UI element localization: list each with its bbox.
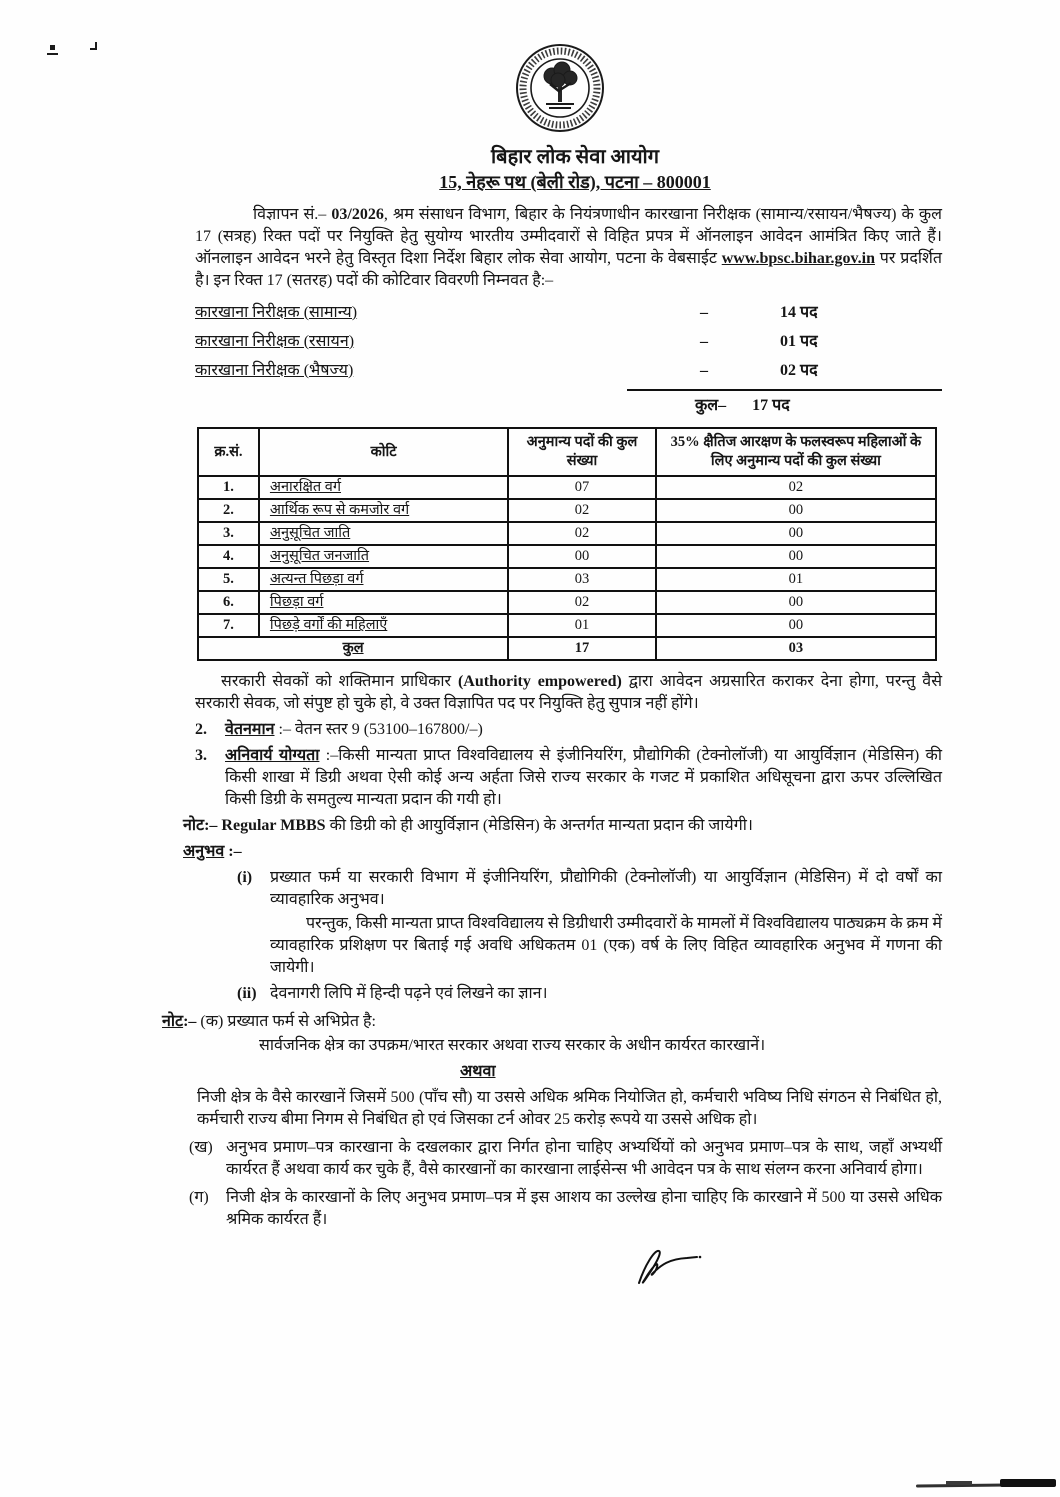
col-total-posts: अनुमान्य पदों की कुल संख्या [508, 428, 656, 476]
authority-empowered-en: (Authority empowered) [457, 673, 622, 690]
private-factory-definition: निजी क्षेत्र के वैसे कारखानें जिसमें 500 (पाँच सौ) या उससे अधिक श्रमिक नियोजित हो, कर्मचारी भविष्य निधि संगठन से निबंधित हो, कर्मचारी राज्य बीमा निगम से निबंधित हो एवं जिसका टर्न ओवर 25 करोड़ रूपये या उससे अधिक हो। [197, 1089, 942, 1128]
table-row: 6. पिछड़ा वर्ग 02 00 [198, 591, 936, 614]
experience-proviso: परन्तुक, किसी मान्यता प्राप्त विश्वविद्यालय से डिग्रीधारी उम्मीदवारों के मामलों में विश्वविद्यालय पाठ्यक्रम के क्रम में व्यावहारिक प्रशिक्षण पर बिताई गई अवधि अधिकतम 01 (एक) वर्ष के लिए विहित व्यावहारिक अनुभव में गणना की जायेगी। [270, 915, 942, 976]
scan-artifact-dot [50, 45, 55, 50]
scan-smudge [946, 1481, 972, 1485]
note-ga: (ग) निजी क्षेत्र के कारखानों के लिए अनुभव प्रमाण–पत्र में इस आशय का उल्लेख होना चाहिए कि कारखाने में 500 या उससे अधिक श्रमिक कार्यरत हैं। [189, 1189, 942, 1228]
or-word: अथवा [460, 1063, 496, 1080]
table-row: 3. अनुसूचित जाति 02 00 [198, 522, 936, 545]
notification-body [0, 194, 1060, 1296]
table-row: 7. पिछड़े वर्गों की महिलाएँ 01 00 [198, 614, 936, 637]
col-women-posts: 35% क्षैतिज आरक्षण के फलस्वरूप महिलाओं के लिए अनुमान्य पदों की कुल संख्या [656, 428, 936, 476]
table-total-row: कुल 17 03 [198, 637, 936, 660]
note-ka-definition: सार्वजनिक क्षेत्र का उपक्रम/भारत सरकार अथवा राज्य सरकार के अधीन कार्यरत कारखानें। [259, 1037, 766, 1054]
scan-smudge [1000, 1479, 1056, 1487]
experience-item-i: (i) प्रख्यात फर्म या सरकारी विभाग में इंजीनियरिंग, प्रौद्योगिकी (टेक्नोलॉजी) या आयुर्विज्ञान (मेडिसिन) में दो वर्षों का व्यावहारिक अनुभव। [237, 869, 942, 908]
post-count-list [195, 298, 942, 417]
post-row-pharmacy: कारखाना निरीक्षक (भैषज्य) – 02 पद [195, 361, 818, 379]
table-row: 1. अनारक्षित वर्ग 07 02 [198, 476, 936, 499]
website-link[interactable]: www.bpsc.bihar.gov.in [721, 250, 875, 267]
experience-item-ii: (ii) देवनागरी लिपि में हिन्दी पढ़ने एवं लिखने का ज्ञान। [237, 985, 548, 1002]
post-row-chemistry: कारखाना निरीक्षक (रसायन) – 01 पद [195, 332, 818, 350]
post-row-general: कारखाना निरीक्षक (सामान्य) – 14 पद [195, 303, 818, 321]
pay-scale-label: वेतनमान [225, 721, 275, 738]
table-row: 5. अत्यन्त पिछड़ा वर्ग 03 01 [198, 568, 936, 591]
advert-number: 03/2026 [331, 206, 384, 223]
regular-mbbs-en: Regular MBBS [221, 817, 326, 834]
experience-heading: अनुभव :– [183, 843, 242, 860]
col-serial: क्र.सं. [198, 428, 259, 476]
scan-artifact-underline [47, 53, 58, 55]
table-row: 4. अनुसूचित जनजाति 00 00 [198, 545, 936, 568]
item-qualification: 3. अनिवार्य योग्यता :–किसी मान्यता प्राप्त विश्वविद्यालय से इंजीनियरिंग, प्रौद्योगिकी (टेक्नोलॉजी) या आयुर्विज्ञान (मेडिसिन) की किसी शाखा में डिग्री अथवा ऐसी कोई अन्य अर्हता जिसे राज्य सरकार के गजट में प्रकाशित अधिसूचना द्वारा ऊपर उल्लिखित किसी डिग्री के समतुल्य मान्यता प्रदान की गयी हो। [195, 747, 942, 808]
authority-note: सरकारी सेवकों को शक्तिमान प्राधिकार (Authority empowered) द्वारा आवेदन अग्रसारित कराकर देना होगा, परन्तु वैसे सरकारी सेवक, जो संपुष्ट हो चुके हो, वे उक्त विज्ञापित पद पर नियुक्ति हेतु सुपात्र नहीं होंगे। [195, 673, 943, 712]
note-kha: (ख) अनुभव प्रमाण–पत्र कारखाना के दखलकार द्वारा निर्गत होना चाहिए अभ्यर्थियों को अनुभव प्रमाण–पत्र के साथ, जहाँ अभ्यर्थी कार्यरत हैं अथवा कार्य कर चुके हैं, वैसे कारखानों का कारखाना लाईसेन्स भी आवेदन पत्र के साथ संलग्न करना अनिवार्य होगा। [189, 1139, 942, 1178]
bpsc-seal-icon [514, 42, 606, 141]
org-address: 15, नेहरू पथ (बेली रोड), पटना – 800001 [439, 172, 711, 192]
item-pay-scale: 2. वेतनमान :– वेतन स्तर 9 (53100–167800/–) [195, 721, 483, 738]
seal-tree [544, 62, 577, 108]
intro-paragraph: विज्ञापन सं.– 03/2026, श्रम संसाधन विभाग, बिहार के नियंत्रणाधीन कारखाना निरीक्षक (सामान्य/रसायन/भैषज्य) के कुल 17 (सत्रह) रिक्त पदों पर नियुक्ति हेतु सुयोग्य भारतीय उम्मीदवारों से विहित प्रपत्र में ऑनलाइन आवेदन आमंत्रित किए जाते हैं। ऑनलाइन आवेदन भरने हेतु विस्तृत दिशा निर्देश बिहार लोक सेवा आयोग, पटना के वेबसाईट www.bpsc.bihar.gov.in पर प्रदर्शित है। इन रिक्त 17 (सतरह) पदों की कोटिवार विवरणी निम्नवत है:– [195, 206, 942, 289]
qualification-label: अनिवार्य योग्यता [225, 747, 320, 764]
table-row: 2. आर्थिक रूप से कमजोर वर्ग 02 00 [198, 499, 936, 522]
mbbs-note: नोट:– Regular MBBS की डिग्री को ही आयुर्विज्ञान (मेडिसिन) के अन्तर्गत मान्यता प्रदान की जायेगी। [183, 817, 753, 834]
scan-artifact-bracket-h [90, 48, 97, 50]
post-total-row: कुल– 17 पद [627, 389, 942, 417]
col-category: कोटि [259, 428, 508, 476]
note-ka: नोट:– (क) प्रख्यात फर्म से अभिप्रेत है: [162, 1013, 376, 1030]
signature-mark [625, 1243, 942, 1296]
vacancy-table-header-row [198, 428, 936, 476]
vacancy-table [197, 427, 937, 661]
org-name: बिहार लोक सेवा आयोग [491, 146, 659, 168]
